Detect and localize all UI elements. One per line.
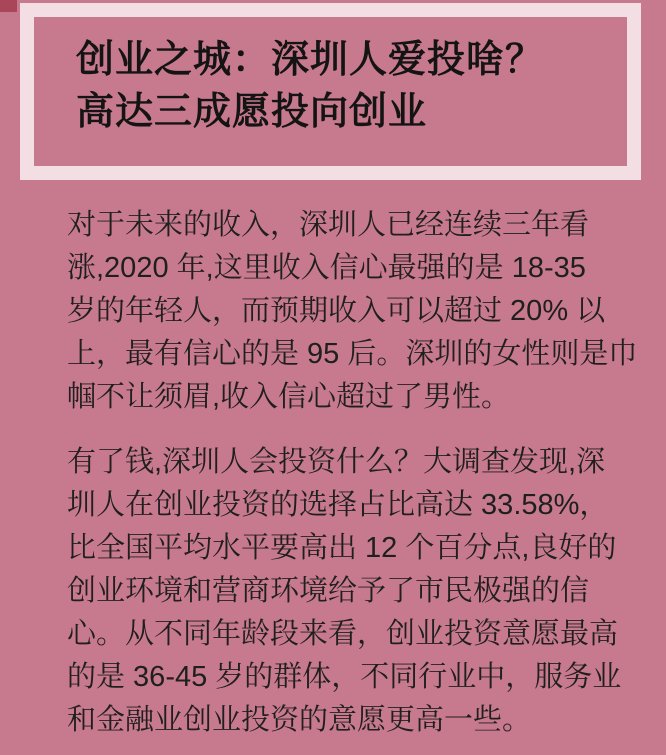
body-line: 上，最有信心的是 95 后。深圳的女性则是巾 xyxy=(67,338,638,370)
paragraph-income-confidence xyxy=(67,204,652,419)
title-box xyxy=(20,3,641,180)
body-line: 心。从不同年龄段来看，创业投资意愿最高 xyxy=(67,618,619,650)
page-title xyxy=(34,17,627,138)
body-line: 和金融业创业投资的意愿更高一些。 xyxy=(67,704,532,736)
corner-accent xyxy=(0,0,17,12)
body-line: 帼不让须眉,收入信心超过了男性。 xyxy=(67,381,511,413)
title-line-2: 高达三成愿投向创业 xyxy=(76,91,428,133)
body-line: 涨,2020 年,这里收入信心最强的是 18-35 xyxy=(67,252,586,284)
body-line: 对于未来的收入，深圳人已经连续三年看 xyxy=(67,209,590,241)
body-line: 圳人在创业投资的选择占比高达 33.58%， xyxy=(67,489,609,521)
body-line: 比全国平均水平要高出 12 个百分点,良好的 xyxy=(67,532,617,564)
title-line-1: 创业之城：深圳人爱投啥？ xyxy=(76,39,545,81)
body-line: 的是 36-45 岁的群体，不同行业中，服务业 xyxy=(67,661,622,693)
paragraph-investment-preference xyxy=(67,441,652,742)
body-line: 创业环境和营商环境给予了市民极强的信 xyxy=(67,575,590,607)
body-line: 有了钱,深圳人会投资什么？大调查发现,深 xyxy=(67,446,606,478)
article-body xyxy=(67,204,652,755)
body-line: 岁的年轻人，而预期收入可以超过 20% 以 xyxy=(67,295,606,327)
